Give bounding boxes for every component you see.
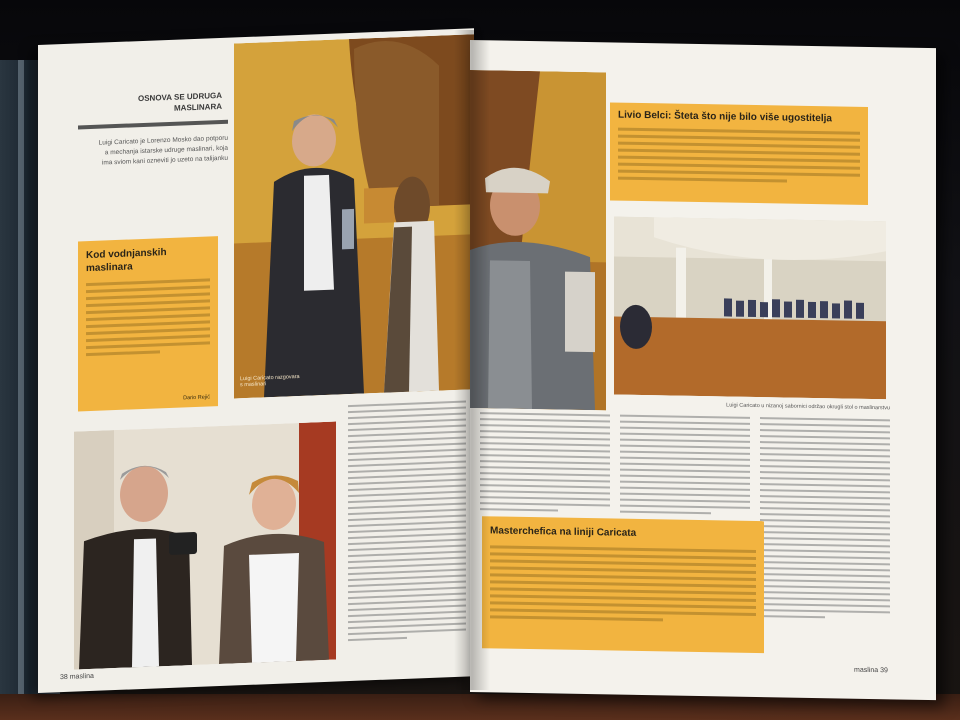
sidebar-box-vodnjan <box>78 236 218 411</box>
photo-conference-hall-image <box>614 217 886 400</box>
box-text-lines <box>610 127 868 184</box>
photo-caption: Luigi Caricato razgovara s maslinari <box>240 373 300 389</box>
photo-two-people <box>74 422 336 670</box>
box-livio-belci <box>610 102 868 205</box>
right-page-number: maslina 39 <box>854 666 888 675</box>
photo-man-cap <box>470 70 606 410</box>
box-title: Masterchefica na liniji Caricata <box>490 525 637 539</box>
box-signature: Dario Rejić <box>183 394 210 402</box>
box-text-lines <box>78 278 218 356</box>
sidebar-heading: OSNOVA SE UDRUGA MASLINARA <box>137 90 222 113</box>
hall-caption: Luigi Caricato u nizanoj sabornici održao okrugli stol o maslinarstvu <box>726 402 890 412</box>
photo-man-blazer-image <box>234 34 474 398</box>
right-text-column-2 <box>620 415 750 519</box>
box-text-lines <box>482 545 764 623</box>
sidebar-body: Luigi Caricato je Lorenzo Mosko dao potporu a mechanja istarske udruge maslinari, koja ima sviom kani ozneviti jo uzeto na talijanku <box>98 134 228 167</box>
box-title: Kod vodnjanskih maslinara <box>86 247 167 275</box>
right-text-column-1 <box>480 412 610 516</box>
left-text-column <box>348 401 466 646</box>
box-title: Livio Belci: Šteta što nije bilo više ugostitelja <box>618 109 832 125</box>
photo-man-cap-image <box>470 70 606 410</box>
right-text-column-3 <box>760 417 890 623</box>
photo-man-blazer <box>234 34 474 398</box>
box-masterchefica <box>482 516 764 653</box>
photo-two-people-image <box>74 422 336 670</box>
left-page <box>38 28 474 693</box>
right-page <box>470 40 936 700</box>
photo-conference-hall <box>614 217 886 400</box>
left-page-number: 38 maslina <box>60 672 94 682</box>
sidebar-rule <box>78 120 228 130</box>
